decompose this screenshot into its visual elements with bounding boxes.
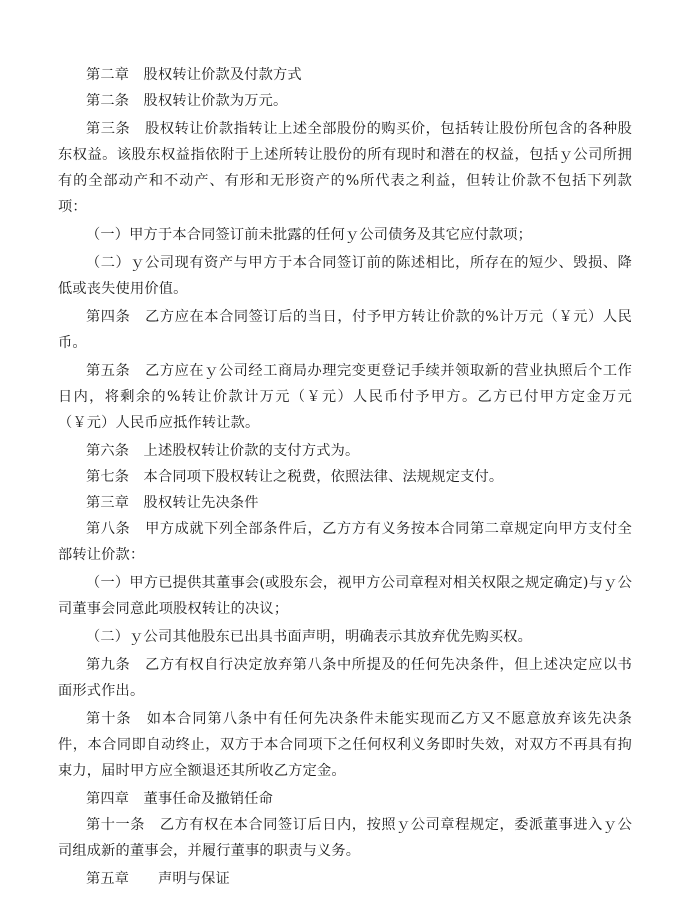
article-6: 第六条 上述股权转让价款的支付方式为。 — [86, 443, 360, 459]
article-11: 第十一条 乙方有权在本合同签订后日内，按照ｙ公司章程规定，委派董事进入ｙ公司组成新的董事会，并履行董事的职责与义务。 — [58, 817, 632, 859]
chapter-heading-4: 第四章 董事任命及撤销任命 — [86, 791, 274, 807]
article-10: 第十条 如本合同第八条中有任何先决条件未能实现而乙方又不愿意放弃该先决条件，本合同即自动终止，双方于本合同项下之任何权利义务即时失效，对双方不再具有拘束力，届时甲方应全额退还其所收乙方定金。 — [58, 711, 632, 779]
article-8-item-1: （一）甲方已提供其董事会(或股东会，视甲方公司章程对相关权限之规定确定)与ｙ公司董事会同意此项股权转让的决议； — [58, 575, 632, 617]
article-3-item-1: （一）甲方于本合同签订前未批露的任何ｙ公司债务及其它应付款项； — [86, 227, 533, 243]
article-5: 第五条 乙方应在ｙ公司经工商局办理完变更登记手续并领取新的营业执照后个工作日内，将剩余的%转让价款计万元（￥元）人民币付予甲方。乙方已付甲方定金万元（￥元）人民币应抵作转让款。 — [58, 363, 632, 431]
article-3: 第三条 股权转让价款指转让上述全部股份的购买价，包括转让股份所包含的各种股东权益。该股东权益指依附于上述所转让股份的所有现时和潜在的权益，包括ｙ公司所拥有的全部动产和不动产、有形和无形资产的%所代表之利益，但转让价款不包括下列款项： — [58, 121, 632, 215]
article-8-item-2: （二）ｙ公司其他股东已出具书面声明，明确表示其放弃优先购买权。 — [86, 629, 533, 645]
article-2: 第二条 股权转让价款为万元。 — [86, 93, 288, 109]
chapter-heading-5: 第五章 声明与保证 — [86, 871, 230, 887]
article-9: 第九条 乙方有权自行决定放弃第八条中所提及的任何先决条件，但上述决定应以书面形式作出。 — [58, 657, 632, 699]
article-3-item-2: （二）ｙ公司现有资产与甲方于本合同签订前的陈述相比，所存在的短少、毁损、降低或丧失使用价值。 — [58, 255, 632, 297]
chapter-heading-3: 第三章 股权转让先决条件 — [86, 495, 259, 511]
article-7: 第七条 本合同项下股权转让之税费，依照法律、法规规定支付。 — [86, 469, 504, 485]
article-4: 第四条 乙方应在本合同签订后的当日，付予甲方转让价款的%计万元（￥元）人民币。 — [58, 309, 632, 351]
article-8: 第八条 甲方成就下列全部条件后，乙方方有义务按本合同第二章规定向甲方支付全部转让价款： — [58, 521, 632, 563]
chapter-heading-2: 第二章 股权转让价款及付款方式 — [86, 67, 302, 83]
